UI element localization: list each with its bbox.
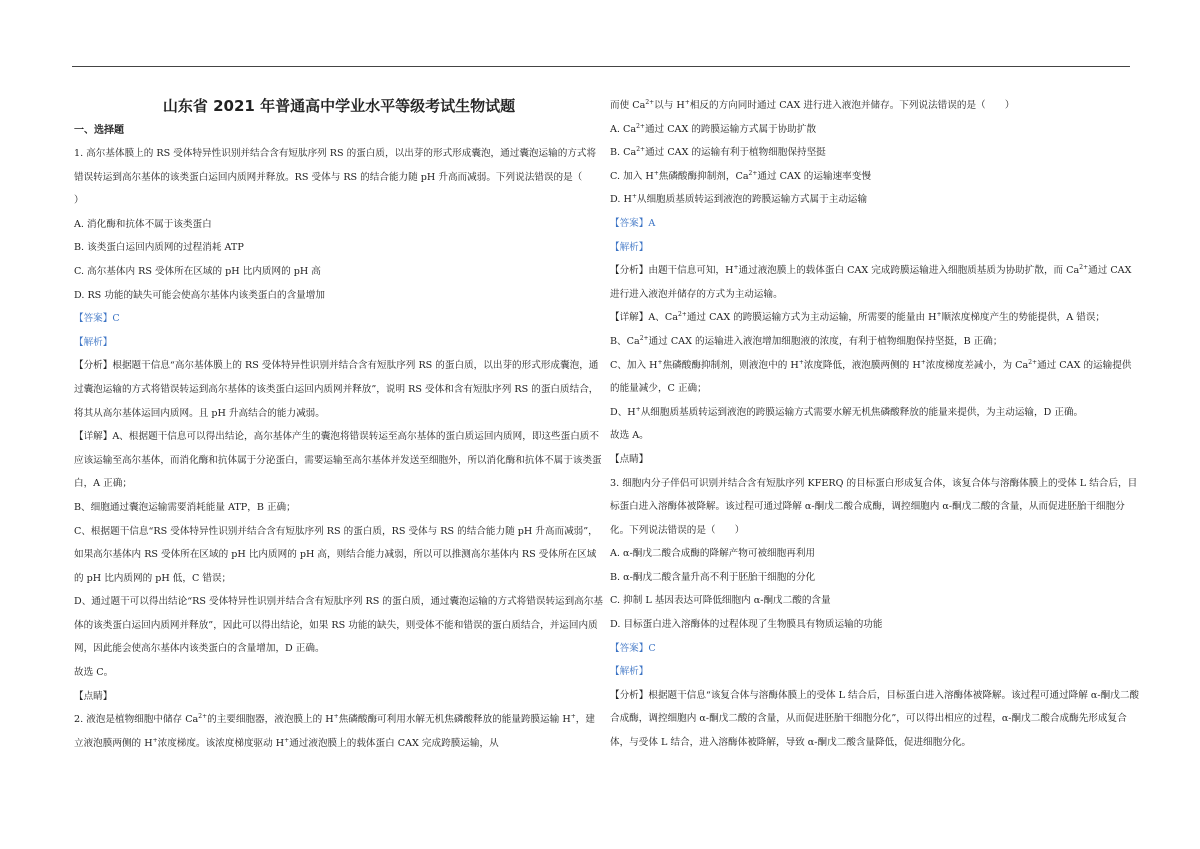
q1-fenxi: 【分析】根据题干信息“高尔基体膜上的 RS 受体特异性识别并结合含有短肽序列 RS 的蛋白质，以出芽的形式形成囊泡，通过囊泡运输的方式将错误转运到高尔基体的该类蛋白运回内质网并释放”，说明 RS 受体和含有短肽序列 RS 的蛋白质结合，将其从高尔基体运回内质网。且 pH 升高结合的能力减弱。	[74, 360, 599, 419]
page-title: 山东省 2021 年普通高中学业水平等级考试生物试题	[162, 97, 516, 115]
q1-b: B、细胞通过囊泡运输需要消耗能量 ATP，B 正确；	[74, 501, 296, 513]
q2-xiangjie-b: B、$Ca^{2+}$通过 CAX 的运输进入液泡增加细胞液的浓度，有利于植物细胞保持坚挺，B 正确；	[610, 334, 1003, 347]
q1-stem: 1. 高尔基体膜上的 RS 受体特异性识别并结合含有短肽序列 RS 的蛋白质，以出芽的形式形成囊泡，通过囊泡运输的方式将错误转运到高尔基体的该类蛋白运回内质网并释放。RS 受体与 RS 的结合能力随 pH 升高而减弱。下列说法错误的是（ ）	[74, 148, 602, 207]
q2-stem-f-full	[0, 0, 1, 1]
q1-c: C、根据题干信息“RS 受体特异性识别并结合含有短肽序列 RS 的蛋白质，RS 受体与 RS 的结合能力随 pH 升高而减弱”，如果高尔基体内 RS 受体所在区域的 pH 比内质网的 pH 高，则结合能力减弱，所以可以推测高尔基体内 RS 受体所在区域的 pH 比内质网的 pH 低，C 错误；	[74, 525, 598, 584]
q3-option-a: A. α-酮戊二酸合成酶的降解产物可被细胞再利用	[610, 548, 816, 560]
q3-fenxi: 【分析】根据题干信息“该复合体与溶酶体膜上的受体 L 结合后，目标蛋白进入溶酶体被降解。该过程可通过降解 α-酮戊二酸合成酶，调控细胞内 α-酮戊二酸的含量，从而促进胚胎干细胞分化”，可以得出相应的过程，α-酮戊二酸合成酶先形成复合体，与受体 L 结合，进入溶酶体被降解，导致 α-酮戊二酸含量降低，促进细胞分化。	[610, 689, 1140, 749]
right-column	[610, 94, 1140, 755]
q3-option-d: D. 目标蛋白进入溶酶体的过程体现了生物膜具有物质运输的功能	[610, 619, 883, 631]
q1-analysis-label: 【解析】	[74, 336, 113, 348]
q1-option-a: A. 消化酶和抗体不属于该类蛋白	[74, 218, 212, 230]
q2-option-a: A. $Ca^{2+}$通过 CAX 的跨膜运输方式属于协助扩散	[610, 122, 817, 135]
q1-conclusion: 故选 C。	[74, 667, 114, 679]
q3-stem: 3. 细胞内分子伴侣可识别并结合含有短肽序列 KFERQ 的目标蛋白形成复合体，该复合体与溶酶体膜上的受体 L 结合后，目标蛋白进入溶酶体被降解。该过程可通过降解 α-酮戊二酸合成酶，调控细胞内 α-酮戊二酸的含量，从而促进胚胎干细胞分化。下列说法错误的是（ ）	[610, 477, 1138, 536]
q1-option-b: B. 该类蛋白运回内质网的过程消耗 ATP	[74, 242, 244, 254]
q1-dianjing: 【点睛】	[74, 690, 113, 702]
header-rule	[72, 66, 1130, 67]
q2-answer: 【答案】A	[610, 217, 656, 229]
q2-xiangjie-a: 【详解】A、$Ca^{2+}$通过 CAX 的跨膜运输方式为主动运输，所需要的能量由 H+顺浓度梯度产生的势能提供，A 错误；	[610, 311, 1106, 324]
q2-option-d: D. H+从细胞质基质转运到液泡的跨膜运输方式属于主动运输	[610, 193, 868, 206]
left-column	[74, 94, 604, 755]
q2-fenxi: 【分析】由题干信息可知，H+通过液泡膜上的载体蛋白 CAX 完成跨膜运输进入细胞质基质为协助扩散，而 $Ca^{2+}$通过 CAX 进行进入液泡并储存的方式为主动运输。	[610, 263, 1132, 300]
q1-answer: 【答案】C	[74, 313, 120, 325]
q2-option-b: B. $Ca^{2+}$通过 CAX 的运输有利于植物细胞保持坚挺	[610, 146, 826, 159]
q1-option-c: C. 高尔基体内 RS 受体所在区域的 pH 比内质网的 pH 高	[74, 265, 321, 277]
q2-xiangjie-d: D、H+从细胞质基质转运到液泡的跨膜运输方式需要水解无机焦磷酸释放的能量来提供，为主动运输，D 正确。	[610, 405, 1084, 418]
q2-stem-cont: 而使 $Ca^{2+}$以与 H+相反的方向同时通过 CAX 进行进入液泡并储存。下列说法错误的是（ ）	[610, 98, 1015, 111]
q3-analysis-label: 【解析】	[610, 666, 649, 678]
q3-answer: 【答案】C	[610, 642, 656, 654]
q2-conclusion: 故选 A。	[610, 430, 649, 442]
q2-xiangjie-c: C、加入 H+焦磷酸酶抑制剂，则液泡中的 H+浓度降低，液泡膜两侧的 H+浓度梯度差减小，为 $Ca^{2+}$通过 CAX 的运输提供的能量减少，C 正确；	[610, 358, 1132, 395]
q1-xiangjie: 【详解】A、根据题干信息可以得出结论，高尔基体产生的囊泡将错误转运至高尔基体的蛋白质运回内质网，即这些蛋白质不应该运输至高尔基体，而消化酶和抗体属于分泌蛋白，需要运输至高尔基体并发送至细胞外，所以消化酶和抗体不属于该类蛋白，A 正确；	[74, 431, 602, 490]
q2-stem: 2. 液泡是植物细胞中储存 $Ca^{2+}$的主要细胞器，液泡膜上的 H+焦磷酸酶可利用水解无机焦磷酸释放的能量跨膜运输 H+，建立液泡膜两侧的 H+浓度梯度。该浓度梯度驱动 H+通过液泡膜上的载体蛋白 CAX 完成跨膜运输，从	[74, 713, 595, 749]
section-heading: 一、选择题	[74, 125, 124, 136]
q2-analysis-label: 【解析】	[610, 241, 649, 253]
q2-dianjing: 【点睛】	[610, 453, 649, 465]
q2-option-c: C. 加入 H+焦磷酸酶抑制剂，$Ca^{2+}$通过 CAX 的运输速率变慢	[610, 169, 871, 182]
q1-option-d: D. RS 功能的缺失可能会使高尔基体内该类蛋白的含量增加	[74, 289, 325, 301]
q3-option-b: B. α-酮戊二酸含量升高不利于胚胎干细胞的分化	[610, 571, 816, 583]
q3-option-c: C. 抑制 L 基因表达可降低细胞内 α-酮戊二酸的含量	[610, 595, 831, 607]
q1-d: D、通过题干可以得出结论“RS 受体特异性识别并结合含有短肽序列 RS 的蛋白质，通过囊泡运输的方式将错误转运到高尔基体的该类蛋白运回内质网并释放”，因此可以得出结论，如果 RS 功能的缺失，则受体不能和错误的蛋白质结合，并运回内质网，因此能会使高尔基体内该类蛋白的含量增加，D 正确。	[74, 596, 604, 655]
